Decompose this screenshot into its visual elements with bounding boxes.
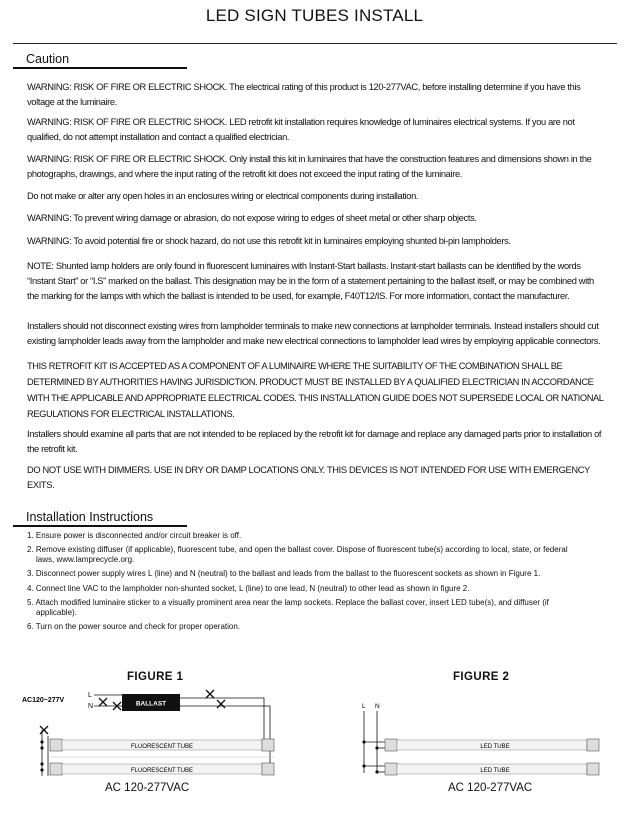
step-4: 4. Connect line VAC to the lampholder non-shunted socket, L (line) to one lead, N (neutral) to other lead as shown in figure 2.	[27, 583, 470, 593]
tube-label: FLUORESCENT TUBE	[130, 744, 194, 750]
warning-wiring: WARNING: To prevent wiring damage or abrasion, do not expose wiring to edges of sheet metal or other sharp objects.	[27, 213, 477, 223]
fig1-neutral-label: N	[88, 703, 94, 710]
cut-mark-icon	[206, 690, 225, 708]
note-examine-parts: Installers should examine all parts that are not intended to be replaced by the retrofit kit for damage and replace any damaged parts prior to installation of the retrofit kit.	[27, 429, 602, 454]
note-open-holes: Do not make or alter any open holes in an enclosures wiring or electrical components during installation.	[27, 191, 419, 201]
caution-underline	[13, 67, 187, 69]
step-1: 1. Ensure power is disconnected and/or circuit breaker is off.	[27, 531, 242, 540]
fig2-line-label: L	[362, 703, 366, 710]
caution-heading: Caution	[26, 52, 70, 66]
tube-label: LED TUBE	[480, 768, 510, 774]
page-title: LED SIGN TUBES INSTALL	[205, 6, 424, 25]
figure-2-caption: AC 120-277VAC	[448, 782, 533, 794]
installation-underline	[13, 525, 187, 527]
tube-label: FLUORESCENT TUBE	[130, 768, 194, 774]
fig1-supply-label: AC120~277V	[22, 697, 65, 704]
warning-knowledge: WARNING: RISK OF FIRE OR ELECTRIC SHOCK. LED retrofit kit installation requires knowledge of luminaires electrical systems. If you are not qualified, do not attempt installation and contact a qualified electrician.	[27, 117, 575, 142]
cut-mark-icon	[99, 698, 121, 710]
fig2-neutral-label: N	[375, 703, 380, 710]
notice-dimmers: DO NOT USE WITH DIMMERS. USE IN DRY OR DAMP LOCATIONS ONLY. THIS DEVICES IS NOT INTENDED FOR USE WITH EMERGENCY EXITS.	[27, 465, 590, 490]
warning-construction: WARNING: RISK OF FIRE OR ELECTRIC SHOCK. Only install this kit in luminaires that have the construction features and dimensions shown in the photographs, drawings, and where the input rating of the retrofit kit does not exceed the input rating of the luminaire.	[27, 154, 592, 179]
cut-mark-icon	[40, 726, 48, 734]
fig1-line-label: L	[88, 692, 92, 699]
figure-1-caption: AC 120-277VAC	[105, 782, 190, 794]
note-installers-disconnect: Installers should not disconnect existing wires from lampholder terminals to make new connections at lampholder terminals. Instead installers should cut existing lampholder leads away from the lampholder and make new electrical connections to lampholder lead wires by employing applicable connectors.	[27, 321, 601, 346]
figure-2-diagram	[355, 698, 610, 783]
ballast-label: BALLAST	[135, 700, 167, 708]
step-2: 2. Remove existing diffuser (if applicable), fluorescent tube, and open the ballast cover. Dispose of fluorescent tube(s) according to local, state, or federal laws, www.lamprecycle.org.	[27, 545, 568, 565]
step-3: 3. Disconnect power supply wires L (line) and N (neutral) to the ballast and leads from the ballast to the fluorescent sockets as shown in Figure 1.	[27, 569, 541, 579]
figure-2-title: FIGURE 2	[453, 671, 510, 683]
notice-retrofit-kit: THIS RETROFIT KIT IS ACCEPTED AS A COMPONENT OF A LUMINAIRE WHERE THE SUITABILITY OF THE COMBINATION SHALL BE DETERMINED BY AUTHORITIES HAVING JURISDICTION. PRODUCT MUST BE INSTALLED BY A QUALIFIED ELECTRICIAN IN ACCORDANCE WITH THE APPLICABLE AND APPROPRIATE ELECTRICAL CODES. THIS INSTALLATION GUIDE DOES NOT SUPERSEDE LOCAL OR NATIONAL REGULATIONS FOR ELECTRICAL INSTALLATIONS.	[27, 361, 604, 419]
warning-shunted: WARNING: To avoid potential fire or shock hazard, do not use this retrofit kit in luminaires employing shunted bi-pin lampholders.	[27, 236, 511, 246]
figure-1-title: FIGURE 1	[127, 671, 184, 683]
note-shunted-holders: NOTE: Shunted lamp holders are only found in fluorescent luminaires with Instant-Start ballasts. Instant-start ballasts can be identified by the words “Instant Start” or “I.S” marked on the ballast. This designation may be in the form of a statement pertaining to the ballast itself, or may be combined with the marking for the lamps with which the ballast is intended to be used, for example, F40T12/IS. For more information, contact the manufacturer.	[27, 261, 594, 301]
tube-label: LED TUBE	[480, 744, 510, 750]
installation-heading: Installation Instructions	[26, 510, 154, 524]
installation-steps	[27, 531, 587, 636]
header-rule	[13, 43, 617, 44]
figure-1-diagram	[20, 684, 300, 784]
step-5: 5. Attach modified luminaire sticker to a visually prominent area near the lamp sockets. Replace the ballast cover, insert LED tube(s), and diffuser (if applicable).	[27, 597, 549, 617]
step-6: 6. Turn on the power source and check for proper operation.	[27, 621, 241, 631]
warning-voltage: WARNING: RISK OF FIRE OR ELECTRIC SHOCK. The electrical rating of this product is 120-277VAC, before installing determine if you have this voltage at the luminaire.	[27, 82, 581, 107]
